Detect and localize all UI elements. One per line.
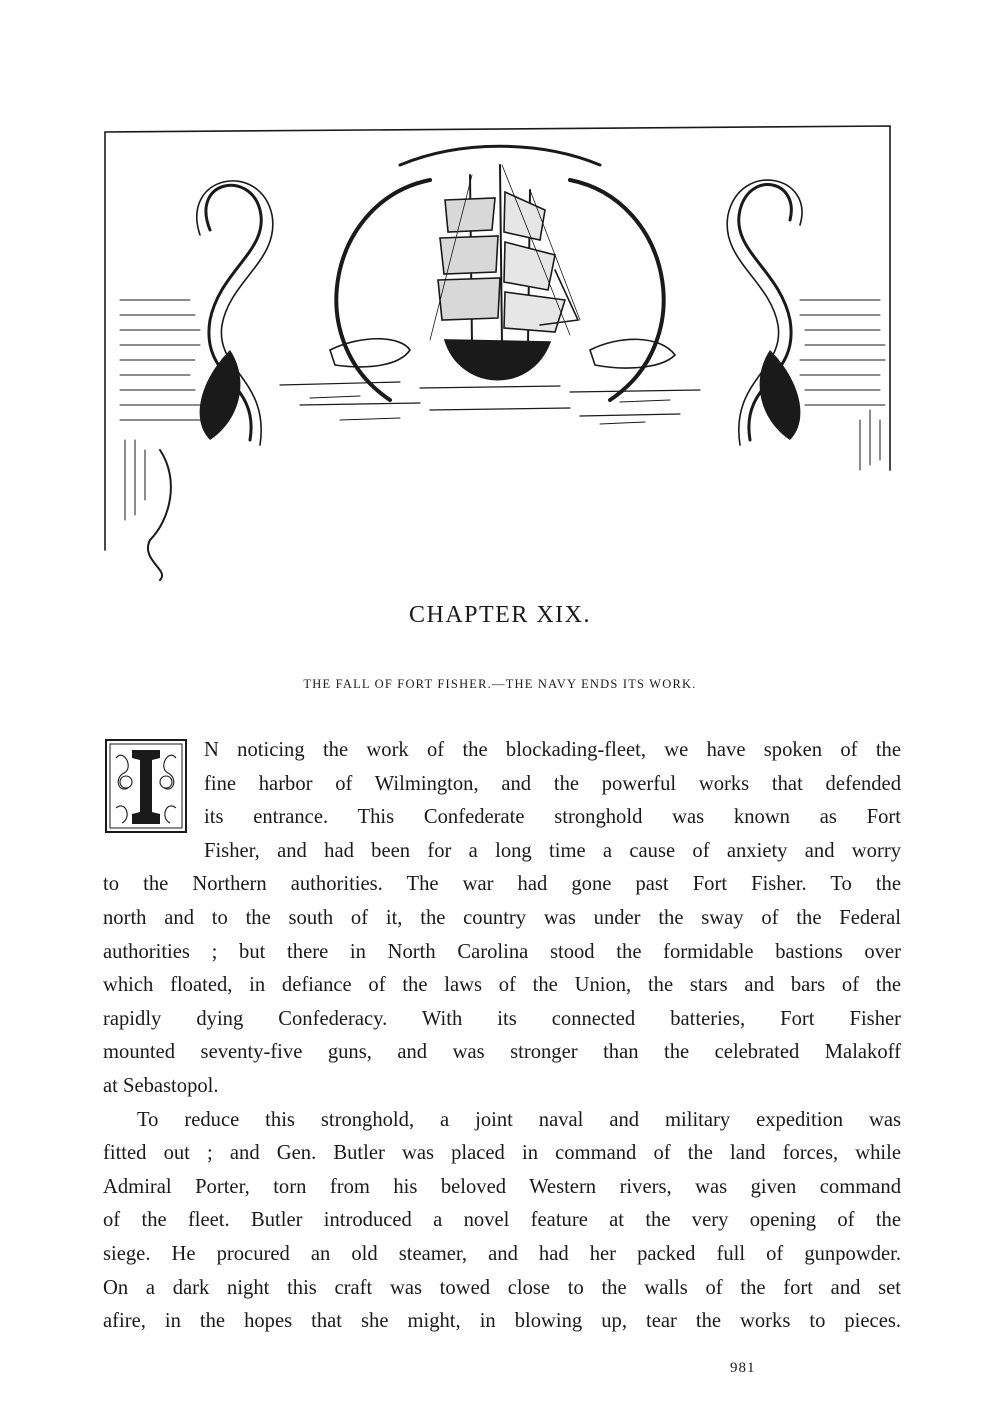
chapter-subtitle: THE FALL OF FORT FISHER.—THE NAVY ENDS ITS WORK. [303,677,697,691]
text-line: Fisher, and had been for a long time a cause of anxiety and worry [204,839,901,862]
text-line: at Sebastopol. [103,1074,219,1097]
text-line: which floated, in defiance of the laws of the Union, the stars and bars of the [103,974,901,997]
text-line: Admiral Porter, torn from his beloved Western rivers, was given command [103,1175,901,1198]
text-line: its entrance. This Confederate stronghold was known as Fort [204,806,901,829]
text-line: siege. He procured an old steamer, and had her packed full of gunpowder. [103,1242,901,1265]
text-line: rapidly dying Confederacy. With its connected batteries, Fort Fisher [103,1007,901,1030]
text-line: afire, in the hopes that she might, in blowing up, tear the works to pieces. [103,1310,901,1333]
chapter-title: CHAPTER XIX. [408,602,591,628]
text-line: To reduce this stronghold, a joint naval and military expedition was [137,1108,901,1131]
text-line: north and to the south of it, the country was under the sway of the Federal [103,906,901,929]
text-line: mounted seventy-five guns, and was stronger than the celebrated Malakoff [103,1041,901,1064]
text-line: On a dark night this craft was towed close to the walls of the fort and set [103,1276,901,1299]
text-line: fine harbor of Wilmington, and the powerful works that defended [204,772,901,795]
text-line: authorities ; but there in North Carolina stood the formidable bastions over [103,940,901,963]
text-line: to the Northern authorities. The war had gone past Fort Fisher. To the [103,873,901,896]
text-line: fitted out ; and Gen. Butler was placed in command of the land forces, while [103,1142,901,1165]
body-text [103,734,901,1339]
sailing-ship-illustration [100,120,900,590]
text-line: of the fleet. Butler introduced a novel feature at the very opening of the [103,1209,901,1232]
headpiece-illustration [100,120,900,590]
page-number: 981 [730,1360,756,1376]
text-line: N noticing the work of the blockading-fleet, we have spoken of the [204,739,901,761]
